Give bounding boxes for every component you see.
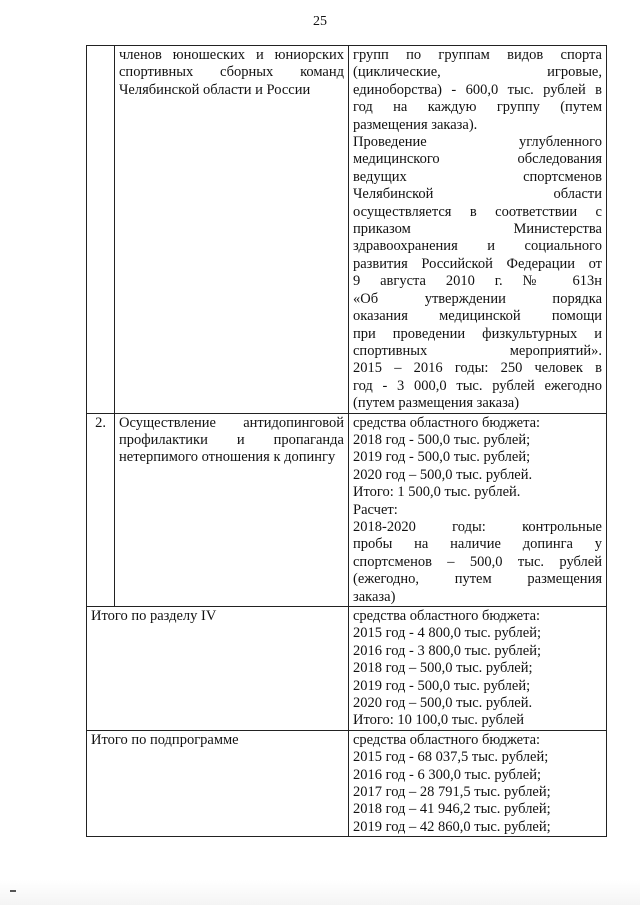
text-line: 2017 год – 28 791,5 тыс. рублей;	[353, 784, 551, 801]
text-line: нетерпимого отношения к допингу	[119, 449, 336, 466]
text-line: 2016 год - 3 800,0 тыс. рублей;	[353, 642, 541, 659]
total-info	[349, 607, 607, 731]
text-line: медицинского обследования	[353, 151, 602, 168]
table-row-total	[87, 730, 607, 836]
text-line: при проведении физкультурных и	[353, 325, 602, 342]
text-line: 2020 год – 500,0 тыс. рублей.	[353, 695, 533, 712]
text-line: 2019 год - 500,0 тыс. рублей;	[353, 449, 531, 466]
text-line: Челябинской области	[353, 186, 602, 203]
text-line: 2016 год - 6 300,0 тыс. рублей;	[353, 766, 541, 783]
text-line: Осуществление антидопинговой	[119, 414, 344, 431]
row-number: 2.	[87, 413, 115, 606]
row-number	[87, 46, 115, 414]
row-name	[115, 413, 349, 606]
text-line: Челябинской области и России	[119, 81, 311, 98]
text-line: (путем размещения заказа)	[353, 395, 520, 412]
text-line: средства областного бюджета:	[353, 608, 541, 624]
text-line: год - 3 000,0 тыс. рублей ежегодно	[353, 377, 602, 394]
row-info	[349, 413, 607, 606]
text-line: осуществляется в соответствии с	[353, 203, 602, 220]
text-line: групп по группам видов спорта	[353, 47, 602, 63]
text-line: оказания медицинской помощи	[353, 308, 602, 325]
text-line: 2015 год - 68 037,5 тыс. рублей;	[353, 749, 549, 766]
text-line: 2015 год - 4 800,0 тыс. рублей;	[353, 625, 541, 642]
text-line: Расчет:	[353, 501, 398, 518]
page-number: 25	[313, 14, 327, 29]
text-line: 2019 год – 42 860,0 тыс. рублей;	[353, 818, 551, 835]
text-line: заказа)	[353, 588, 396, 605]
text-line: 2018 год – 500,0 тыс. рублей;	[353, 660, 533, 677]
row-name	[115, 46, 349, 414]
text-line: 2018 год – 41 946,2 тыс. рублей;	[353, 801, 551, 818]
text-line: 2015 – 2016 годы: 250 человек в	[353, 360, 602, 377]
text-line: размещения заказа).	[353, 116, 478, 133]
text-line: спортсменов – 500,0 тыс. рублей	[353, 553, 602, 570]
text-line: 2020 год – 500,0 тыс. рублей.	[353, 466, 533, 483]
text-line: средства областного бюджета:	[353, 414, 541, 431]
text-line: приказом Министерства	[353, 221, 602, 238]
text-line: Проведение углубленного	[353, 134, 602, 151]
scan-bottom-edge	[0, 880, 640, 905]
text-line: Итого: 10 100,0 тыс. рублей	[353, 712, 525, 729]
scan-mark	[10, 890, 16, 892]
text-line: средства областного бюджета:	[353, 731, 541, 748]
text-line: единоборства) - 600,0 тыс. рублей в	[353, 81, 602, 98]
text-line: членов юношеских и юниорских	[119, 47, 344, 63]
text-line: пробы на наличие допинга у	[353, 536, 602, 553]
table-row	[87, 413, 607, 606]
text-line: здравоохранения и социального	[353, 238, 602, 255]
table-row	[87, 46, 607, 414]
text-line: профилактики и пропаганда	[119, 431, 344, 448]
text-line: год на каждую группу (путем	[353, 99, 602, 116]
table-row-total	[87, 607, 607, 731]
text-line: (циклические, игровые,	[353, 64, 602, 81]
text-line: Итого: 1 500,0 тыс. рублей.	[353, 484, 521, 501]
text-line: (ежегодно, путем размещения	[353, 571, 602, 588]
total-label: Итого по разделу IV	[87, 607, 349, 731]
text-line: 2018-2020 годы: контрольные	[353, 518, 602, 535]
text-line: спортивных сборных команд	[119, 64, 344, 81]
text-line: «Об утверждении порядка	[353, 290, 602, 307]
text-line: развития Российской Федерации от	[353, 255, 602, 272]
text-line: 9 августа 2010 г. № 613н	[353, 273, 602, 290]
text-line: 2018 год - 500,0 тыс. рублей;	[353, 431, 531, 448]
text-line: спортивных мероприятий».	[353, 342, 602, 359]
text-line: ведущих спортсменов	[353, 168, 602, 185]
budget-table	[86, 45, 607, 837]
row-info	[349, 46, 607, 414]
total-info	[349, 730, 607, 836]
total-label: Итого по подпрограмме	[87, 730, 349, 836]
text-line: 2019 год - 500,0 тыс. рублей;	[353, 677, 531, 694]
